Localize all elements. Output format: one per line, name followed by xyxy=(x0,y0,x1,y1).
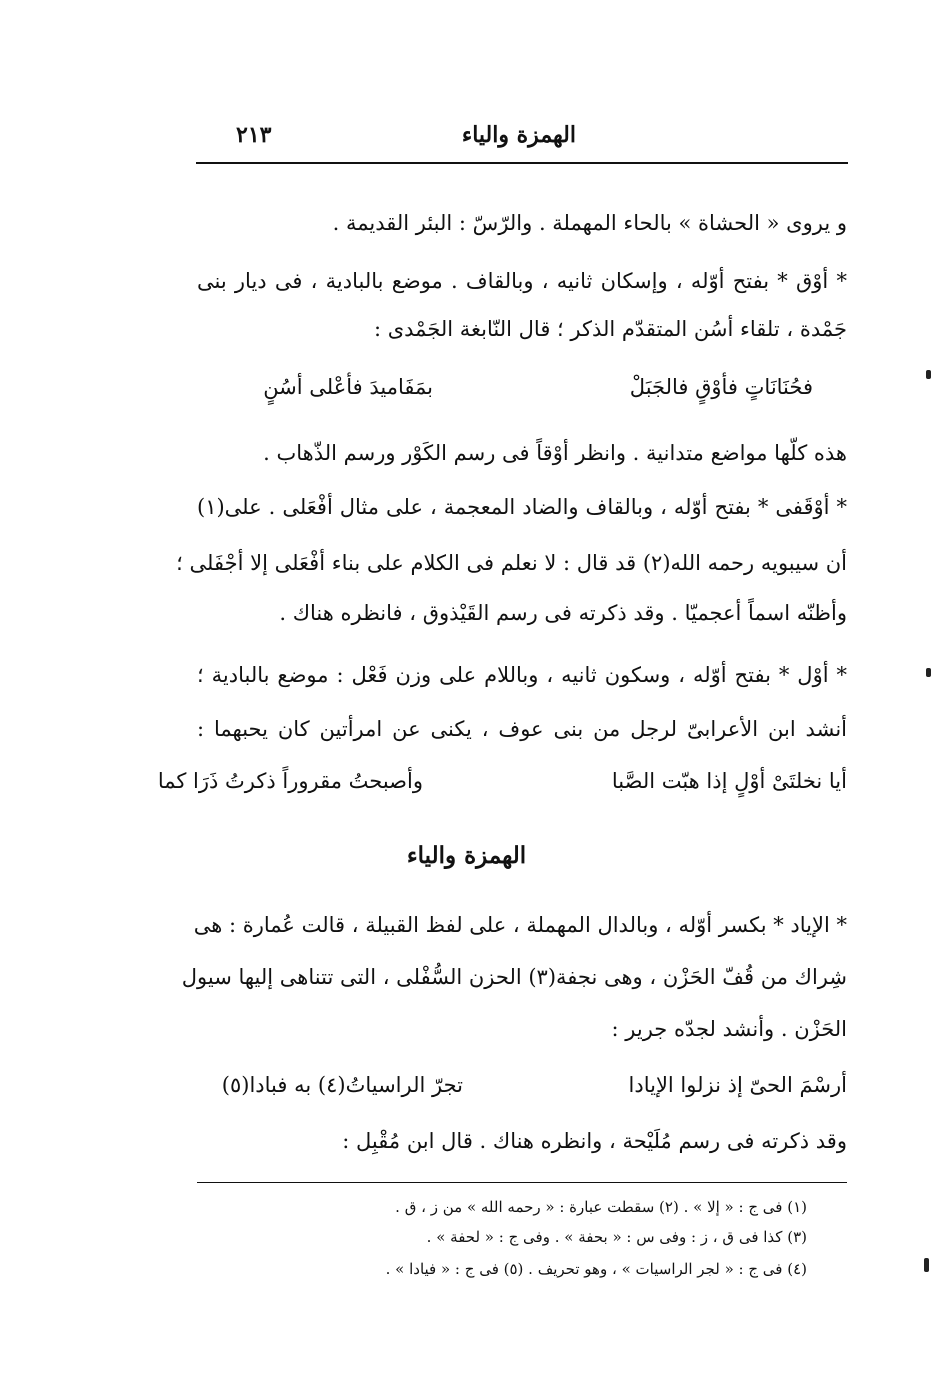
entry-awl-line: * أوْل * بفتح أوّله ، وسكون ثانيه ، وباللام على وزن فَعْل : موضع بالبادية ؛ xyxy=(197,663,847,687)
body-line: و يروى « الحشاة » بالحاء المهملة . والرّسّ : البئر القديمة . xyxy=(332,211,847,235)
scan-mark xyxy=(926,668,931,677)
body-line: أنشد ابن الأعرابىّ لرجل من بنى عوف ، يكنى عن امرأتين كان يحبهما : xyxy=(197,717,847,741)
footnote-rule xyxy=(197,1182,847,1183)
verse-hemistich-right: أرسْمَ الحىّ إذ نزلوا الإيادا xyxy=(628,1073,847,1097)
body-line: أن سيبويه رحمه الله(٢) قد قال : لا نعلم فى الكلام على بناء أفْعَلى إلا أجْفَلى ؛ xyxy=(176,551,847,575)
body-line: هذه كلّها مواضع متدانية . وانظر أوْقاً فى رسم الكَوْر ورسم الذّهاب . xyxy=(263,441,847,465)
page-number: ٢١٣ xyxy=(236,122,272,148)
section-title: الهمزة والياء xyxy=(406,842,527,869)
verse-hemistich-left: وأصبحتُ مقروراً ذكرتُ ذَرَا كما xyxy=(157,769,423,793)
footnote-line: (٣) كذا فى ق ، ز : وفى س : « بحفة » . وفى ج : « لحفة » . xyxy=(426,1228,807,1246)
verse-hemistich-left: تجرّ الراسياتُ(٤) به فبادا(٥) xyxy=(221,1073,463,1097)
footnote-line: (١) فى ج : « إلا » . (٢) سقطت عبارة : « رحمه الله » من ز ، ق . xyxy=(395,1198,807,1216)
body-line: الحَزْن . وأنشد لجدّه جرير : xyxy=(611,1017,847,1041)
entry-iyad-line: * الإياد * بكسر أوّله ، وبالدال المهملة ، على لفظ القبيلة ، قالت عُمارة : هى xyxy=(193,913,847,937)
footnote-line: (٤) فى ج : « لجر الراسيات » ، وهو تحريف . (٥) فى ج : « فيادا » . xyxy=(385,1260,807,1278)
verse-hemistich-right: أيا نخلتَىْ أوْلٍ إذا هبّت الصَّبا xyxy=(611,769,847,793)
running-title: الهمزة والياء xyxy=(461,122,576,148)
entry-awq-line: * أوْق * بفتح أوّله ، وإسكان ثانيه ، وبالقاف . موضع بالبادية ، فى ديار بنى xyxy=(197,269,847,293)
verse-hemistich-right: فحُنَانَاتٍ فأوْقٍ فالجَبَلْ xyxy=(629,375,813,399)
running-header xyxy=(196,118,846,158)
body-line: جَمْدة ، تلقاء أسُن المتقدّم الذكر ؛ قال النّابغة الجَمْدى : xyxy=(373,317,847,341)
verse-hemistich-left: بمَفَاميدَ فأعْلى أسُنٍ xyxy=(263,375,433,399)
scan-mark xyxy=(924,1258,929,1272)
body-line: شِراك من قُفّ الحَزْن ، وهى نجفة(٣) الحزن السُّفْلى ، التى تتناهى إليها سيول xyxy=(181,965,847,989)
body-line: وقد ذكرته فى رسم مُلَيْحة ، وانظره هناك . قال ابن مُقْبِل : xyxy=(342,1129,847,1153)
entry-awqafa-line: * أوْقَفى * بفتح أوّله ، وبالقاف والضاد المعجمة ، على مثال أفْعَلى . على(١) xyxy=(197,495,847,519)
header-rule xyxy=(196,162,848,164)
body-line: وأظنّه اسماً أعجميّا . وقد ذكرته فى رسم القَيْذوق ، فانظره هناك . xyxy=(279,601,847,625)
scan-mark xyxy=(926,370,931,379)
